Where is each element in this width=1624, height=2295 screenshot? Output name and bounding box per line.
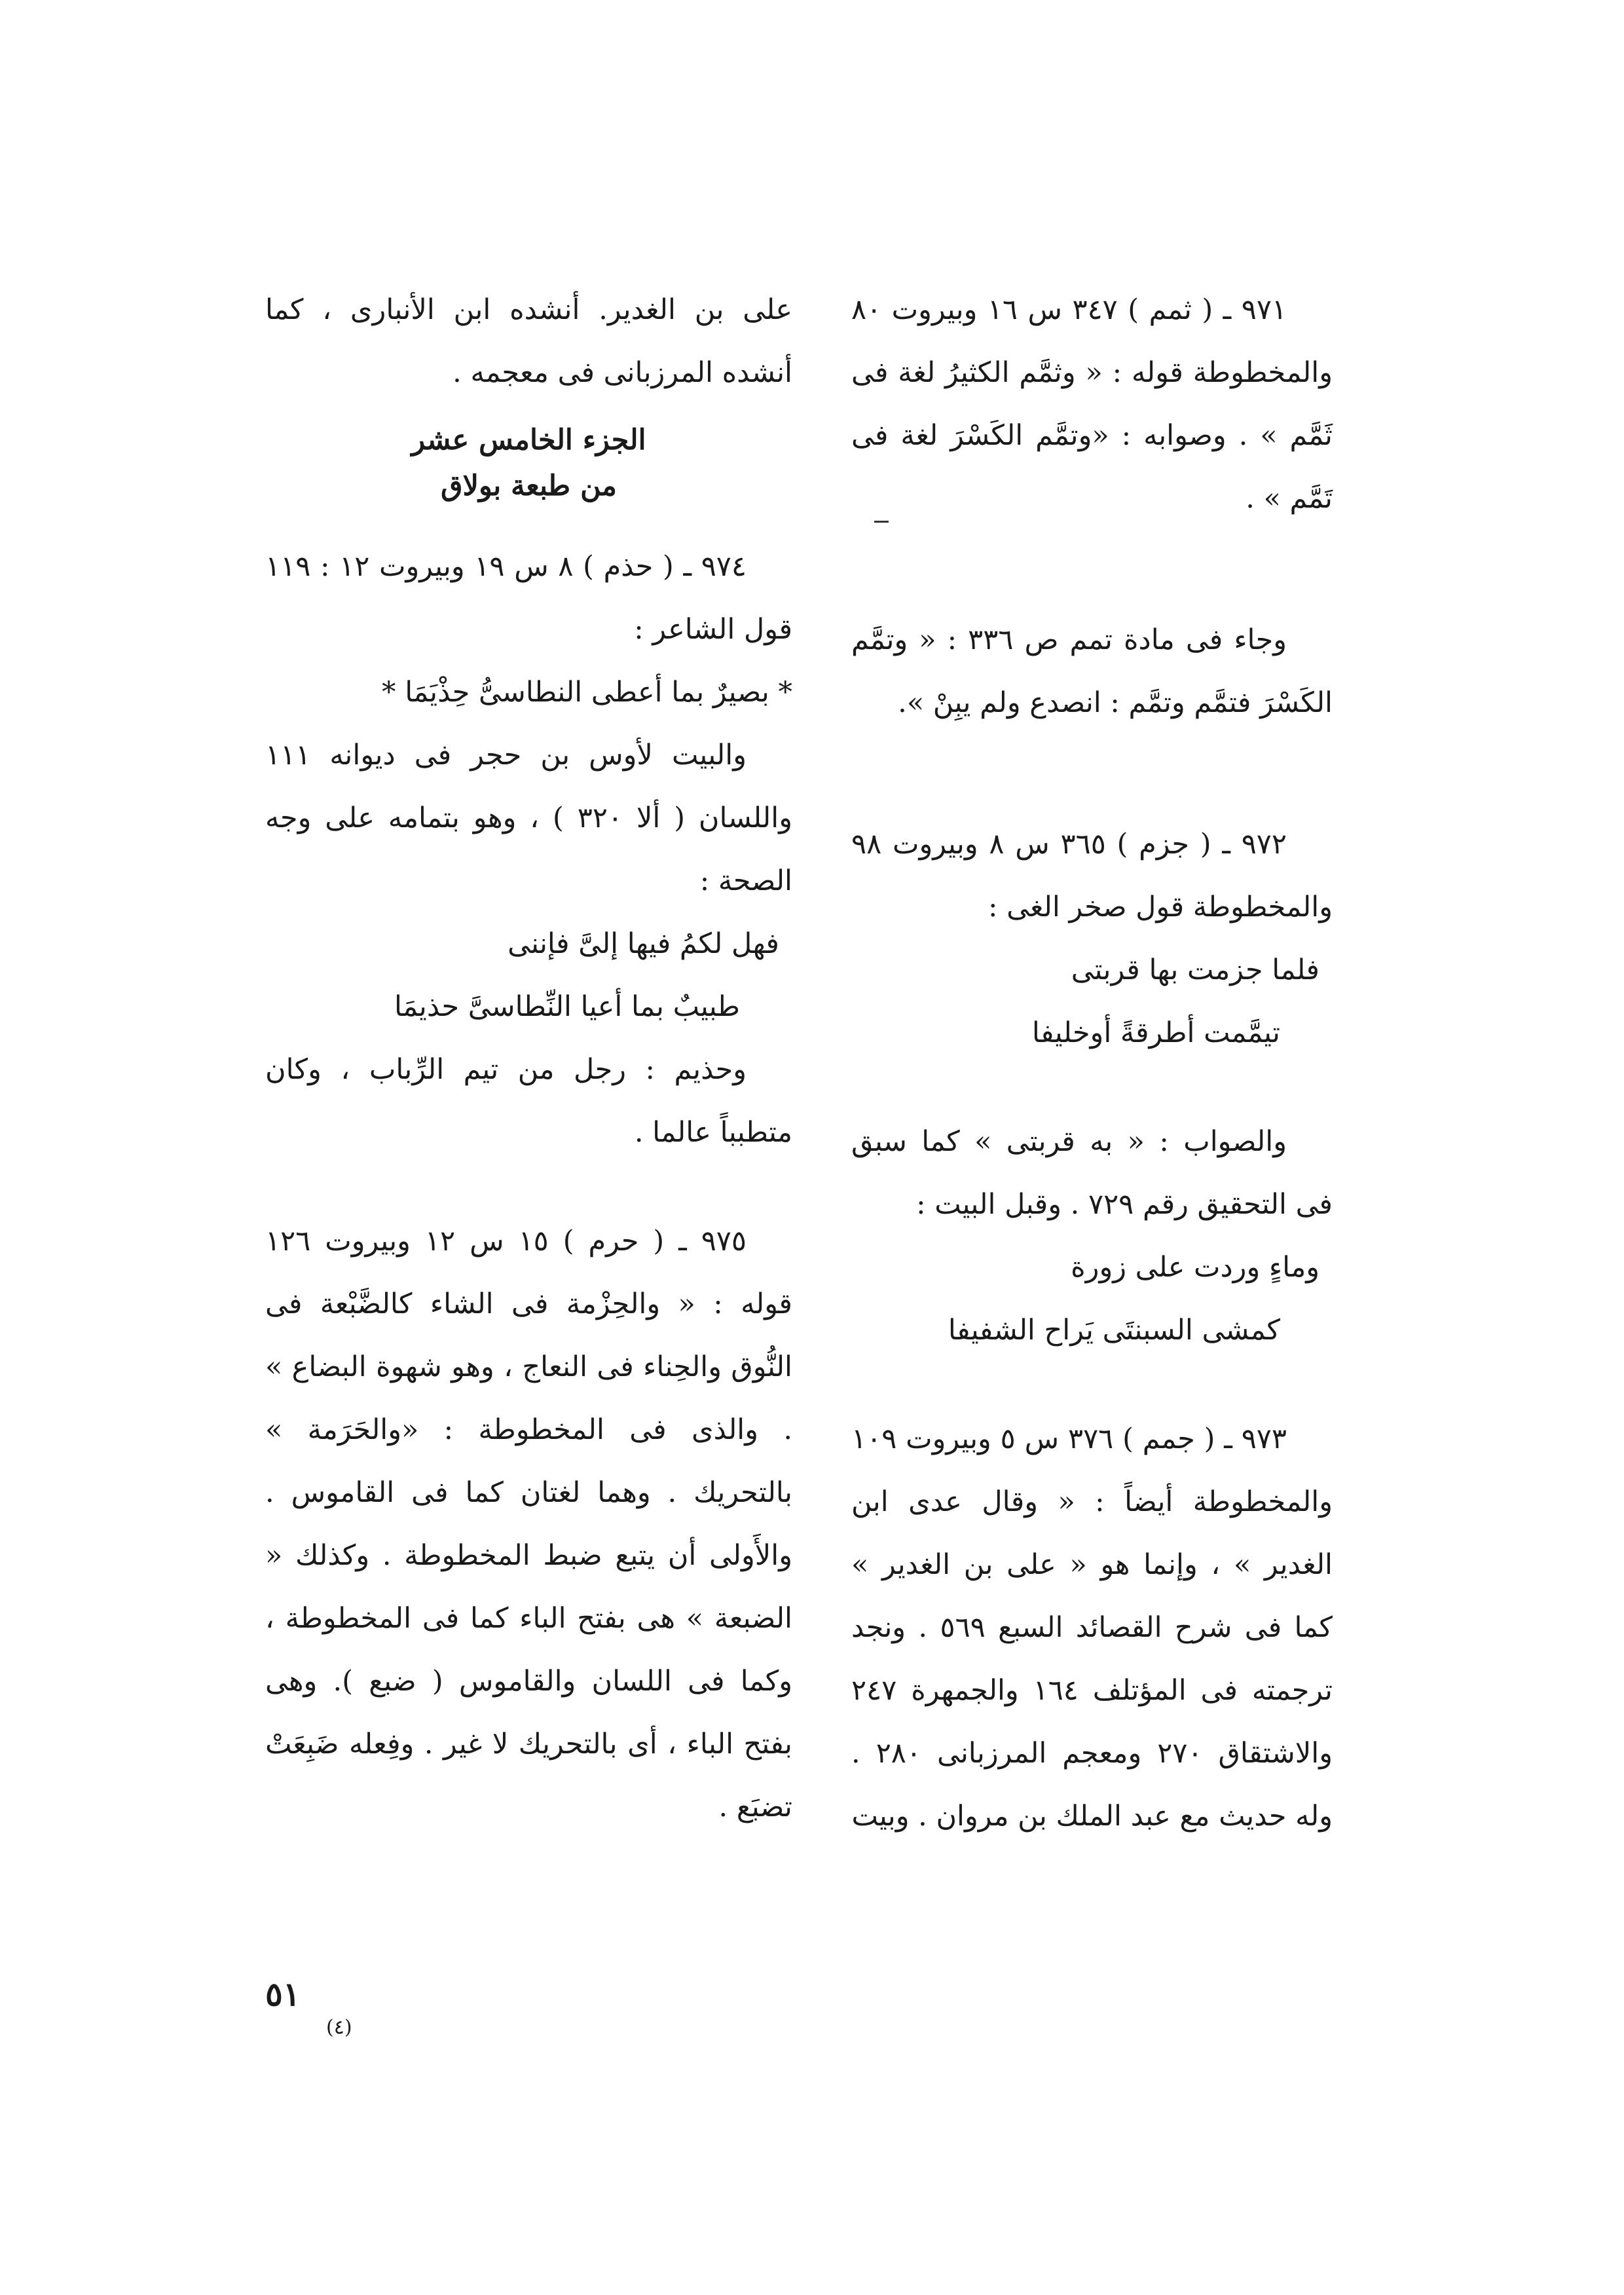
entry-975: ٩٧٥ ـ ( حرم ) ١٥ س ١٢ وبيروت ١٢٦ قوله : « والحِزْمة فى الشاء كالضَّبْعة فى النُّوق والحِناء فى النعاج ، وهو شهوة البضاع » . والذى فى المخطوطة : «والحَرَمة » بالتحريك . وهما لغتان كما فى القاموس . والأَولى أن يتبع ضبط المخطوطة . وكذلك « الضبعة » هى بفتح الباء كما فى المخطوطة ، وكما فى اللسان والقاموس ( ضبع ). وهى بفتح الباء ، أى بالتحريك لا غير . وفِعله ضَبِعَتْ تضبَع . xyxy=(265,1225,792,1823)
verse-hemistich: طبيبٌ بما أعيا النِّطاسىَّ حذيمَا xyxy=(394,990,740,1023)
verse-hemistich: تيمَّمت أطرقةً أوخليفا xyxy=(1031,1017,1280,1049)
entry-971-note: وجاء فى مادة تمم ص ٣٣٦ : « وتمَّم الكَسْرَ فتمَّم وتمَّم : انصدع ولم يبِنْ ». xyxy=(851,624,1333,719)
right-column xyxy=(851,278,1333,1848)
verse-hemistich: فهل لكمُ فيها إلىَّ فإننى xyxy=(507,927,779,960)
entry-974: ٩٧٤ ـ ( حذم ) ٨ س ١٩ وبيروت ١٢ : ١١٩ قول الشاعر : xyxy=(265,550,792,646)
section-heading-line: من طبعة بولاق xyxy=(441,470,617,502)
entry-974-gloss: وحذيم : رجل من تيم الرِّباب ، وكان متطبباً عالما . xyxy=(265,1053,792,1149)
section-heading xyxy=(265,417,792,509)
left-column xyxy=(265,278,792,1838)
entry-972-correction: والصواب : « به قربتى » كما سبق فى التحقيق رقم ٧٢٩ . وقبل البيت : xyxy=(851,1125,1333,1221)
page-number: ٥١ xyxy=(265,1975,301,2013)
entry-973-continued: على بن الغدير. أنشده ابن الأنبارى ، كما أنشده المرزبانى فى معجمه . xyxy=(265,293,792,389)
verse-line: * بصيرٌ بما أعطى النطاسىُّ حِذْيَمَا * xyxy=(382,676,792,709)
entry-972: ٩٧٢ ـ ( جزم ) ٣٦٥ س ٨ وبيروت ٩٨ والمخطوطة قول صخر الغى : xyxy=(851,828,1333,924)
divider-mark xyxy=(874,521,889,523)
signature-mark: (٤) xyxy=(326,2016,352,2039)
entry-973: ٩٧٣ ـ ( جمم ) ٣٧٦ س ٥ وبيروت ١٠٩ والمخطوطة أيضاً : « وقال عدى ابن الغدير » ، وإنما هو « على بن الغدير » كما فى شرح القصائد السبع ٥٦٩ . ونجد ترجمته فى المؤتلف ١٦٤ والجمهرة ٢٤٧ والاشتقاق ٢٧٠ ومعجم المرزبانى ٢٨٠ . وله حديث مع عبد الملك بن مروان . وبيت xyxy=(851,1423,1333,1833)
verse-hemistich: كمشى السبنتَى يَراح الشفيفا xyxy=(948,1314,1280,1347)
entry-971: ٩٧١ ـ ( ثمم ) ٣٤٧ س ١٦ وبيروت ٨٠ والمخطوطة قوله : « وثمَّم الكثيرُ لغة فى ثَمَّم » . وصوابه : «وتمَّم الكَسْرَ لغة فى تَمَّم » . xyxy=(851,293,1333,515)
verse-hemistich: وماءٍ وردت على زورة xyxy=(1071,1251,1320,1284)
section-heading-line: الجزء الخامس عشر xyxy=(411,424,646,457)
verse-hemistich: فلما جزمت بها قربتى xyxy=(1071,954,1320,986)
entry-974-note: والبيت لأوس بن حجر فى ديوانه ١١١ واللسان ( ألا ٣٢٠ ) ، وهو بتمامه على وجه الصحة : xyxy=(265,739,792,897)
